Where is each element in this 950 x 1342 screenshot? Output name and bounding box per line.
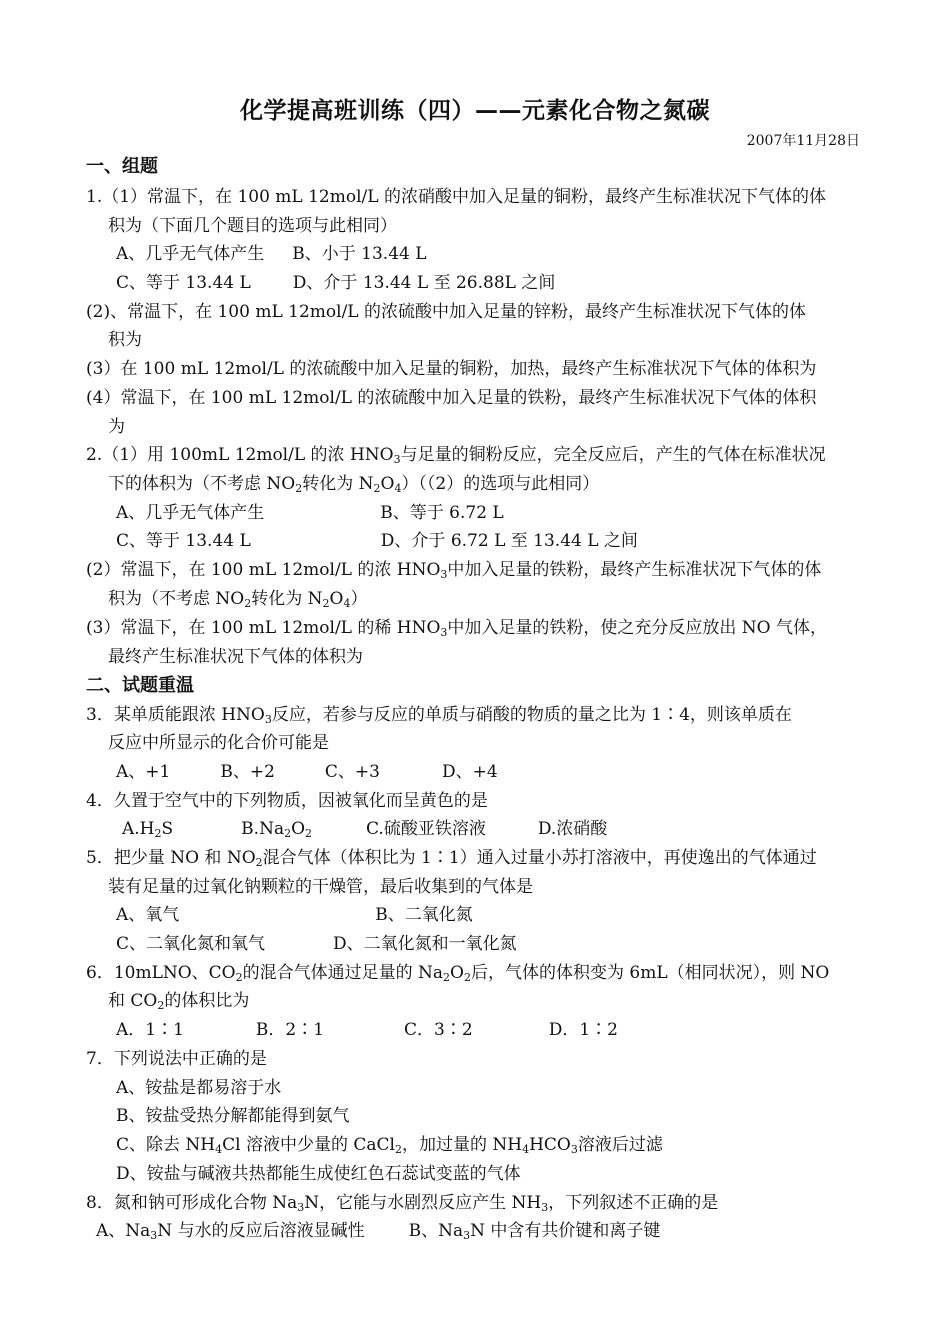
q4-option-d: D.浓硝酸 — [537, 819, 608, 839]
q7-option-d: D、铵盐与碱液共热都能生成使红色石蕊试变蓝的气体 — [116, 1164, 521, 1184]
q1-option-c: C、等于 13.44 L — [116, 273, 251, 293]
q2-option-c: C、等于 13.44 L — [116, 531, 251, 551]
q7-option-c: C、除去 $NH_4Cl$ 溶液中少量的 CaCl$_2$，加过量的 $NH_4HCO_3$溶液后过滤 — [116, 1135, 663, 1156]
q1-options-cd — [116, 272, 555, 294]
q5-option-c: C、二氧化氮和氧气 — [116, 934, 266, 954]
q3-options — [116, 761, 498, 783]
q2-option-a: A、几乎无气体产生 — [116, 503, 265, 523]
section-heading-2: 二、试题重温 — [86, 675, 194, 696]
q6-option-b: B．2∶1 — [255, 1020, 325, 1040]
q3-option-d: D、+4 — [441, 762, 498, 782]
q2-part3-line-2: 最终产生标准状况下气体的体积为 — [108, 647, 363, 667]
q1-line-1: 1.（1）常温下，在 100 mL 12mol/L 的浓硝酸中加入足量的铜粉，最终产生标准状况下气体的体 — [86, 187, 826, 207]
section-heading-1: 一、组题 — [86, 156, 158, 177]
q5-options-ab — [116, 904, 473, 926]
q1-options-ab — [116, 243, 427, 265]
document-title: 化学提高班训练（四）——元素化合物之氮碳 — [240, 98, 710, 124]
q4-option-b: $B.Na_2O_2$ — [241, 819, 313, 840]
q4-line-1: 4．久置于空气中的下列物质，因被氧化而呈黄色的是 — [86, 791, 488, 811]
q2-option-d: D、介于 6.72 L 至 13.44 L 之间 — [380, 531, 638, 551]
q1-option-b: B、小于 13.44 L — [292, 244, 427, 264]
q5-option-d: D、二氧化氮和一氧化氮 — [333, 934, 517, 954]
q6-option-c: C．3∶2 — [404, 1020, 473, 1040]
q2-part2-line-1: (2）常温下，在 100 mL 12mol/L 的浓 $HNO_3$中加入足量的铁粉，最终产生标准状况下气体的体 — [86, 560, 822, 581]
q7-line-1: 7．下列说法中正确的是 — [86, 1049, 267, 1069]
q1-part2-line-2: 积为 — [108, 330, 142, 350]
q5-option-b: B、二氧化氮 — [375, 905, 473, 925]
q4-options — [122, 818, 607, 840]
q3-line-1: 3．某单质能跟浓 $HNO_3$反应，若参与反应的单质与硝酸的物质的量之比为 1∶4，则该单质在 — [86, 705, 792, 726]
q5-line-2: 装有足量的过氧化钠颗粒的干燥管，最后收集到的气体是 — [108, 877, 533, 897]
q4-option-a: $A.H_2S$ — [122, 819, 174, 840]
q5-option-a: A、氧气 — [116, 905, 180, 925]
q1-option-d: D、介于 13.44 L 至 26.88L 之间 — [292, 273, 556, 293]
q8-option-b: B、$Na_3N$ 中含有共价键和离子键 — [408, 1221, 661, 1242]
q2-option-b: B、等于 6.72 L — [380, 503, 504, 523]
q3-option-b: B、+2 — [220, 762, 275, 782]
document-date: 2007年11月28日 — [746, 133, 860, 149]
q1-part4-line-2: 为 — [108, 417, 125, 437]
q6-option-d: D．1∶2 — [548, 1020, 618, 1040]
q2-part2-line-2: 积为（不考虑 $NO_2$转化为 $N_2O_4$） — [108, 589, 368, 610]
q6-line-2: 和 $CO_2$的体积比为 — [108, 991, 250, 1012]
q1-line-2: 积为（下面几个题目的选项与此相同） — [108, 216, 397, 236]
q1-option-a: A、几乎无气体产生 — [116, 244, 265, 264]
q2-part3-line-1: (3）常温下，在 100 mL 12mol/L 的稀 $HNO_3$中加入足量的铁粉，使之充分反应放出 NO 气体， — [86, 618, 828, 639]
q3-option-a: A、+1 — [116, 762, 171, 782]
q4-option-c: C.硫酸亚铁溶液 — [366, 819, 486, 839]
q2-line-2: 下的体积为（不考虑 $NO_2$转化为 $N_2O_4)((2)$的选项与此相同） — [108, 474, 600, 495]
q2-options-cd — [116, 530, 638, 552]
q7-option-b: B、铵盐受热分解都能得到氨气 — [116, 1106, 350, 1126]
q5-options-cd — [116, 933, 517, 955]
q8-options — [96, 1220, 660, 1242]
q6-option-a: A．1∶1 — [116, 1020, 184, 1040]
q7-option-a: A、铵盐是都易溶于水 — [116, 1078, 282, 1098]
q1-part2-line-1: (2)、常温下，在 100 mL 12mol/L 的浓硫酸中加入足量的锌粉，最终产生标准状况下气体的体 — [86, 302, 806, 322]
q1-part3: (3）在 100 mL 12mol/L 的浓硫酸中加入足量的铜粉，加热，最终产生标准状况下气体的体积为 — [86, 359, 817, 379]
q3-option-c: C、+3 — [324, 762, 380, 782]
q8-option-a: A、$Na_3N$ 与水的反应后溶液显碱性 — [96, 1221, 365, 1242]
q2-line-1: 2.（1）用 100mL 12mol/L 的浓 $HNO_3$与足量的铜粉反应，完全反应后，产生的气体在标准状况 — [86, 445, 826, 466]
q1-part4-line-1: (4）常温下，在 100 mL 12mol/L 的浓硫酸中加入足量的铁粉，最终产生标准状况下气体的体积 — [86, 388, 817, 408]
q8-line-1: 8．氮和钠可形成化合物 $Na_3N$，它能与水剧烈反应产生 $NH_3$，下列叙述不正确的是 — [86, 1193, 719, 1214]
q6-line-1: 6．10mLNO、$CO_2$的混合气体通过足量的 $Na_2O_2$后，气体的体积变为 6mL（相同状况），则 NO — [86, 963, 830, 984]
q5-line-1: 5．把少量 NO 和 $NO_2$混合气体（体积比为 1∶1）通入过量小苏打溶液中，再使逸出的气体通过 — [86, 848, 817, 869]
q3-line-2: 反应中所显示的化合价可能是 — [108, 733, 329, 753]
q2-options-ab — [116, 502, 504, 524]
q6-options — [116, 1019, 618, 1041]
